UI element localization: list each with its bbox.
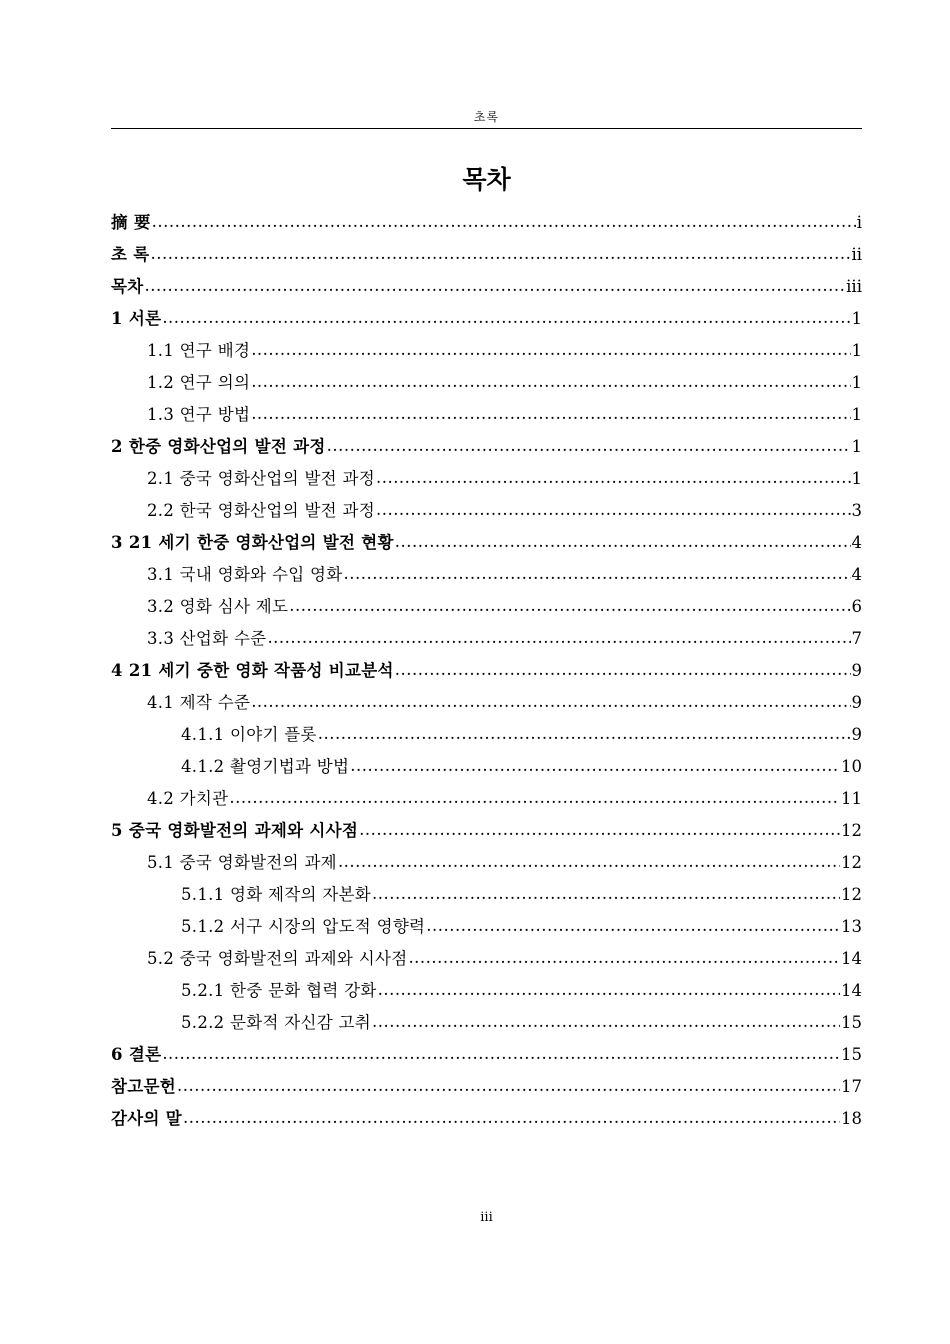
toc-entry-page: 1 [851, 405, 862, 424]
toc-entry-page: 14 [841, 949, 862, 968]
toc-entry[interactable] [111, 367, 862, 399]
toc-entry-page: 1 [851, 437, 862, 456]
dot-leader [144, 270, 845, 302]
dot-leader [289, 590, 850, 622]
dot-leader [350, 750, 840, 782]
dot-leader [251, 686, 850, 718]
dot-leader [426, 910, 840, 942]
toc-entry-label: 4.1.1 이야기 플롯 [181, 725, 317, 744]
toc-entry-label: 5.1.2 서구 시장의 압도적 영향력 [181, 917, 426, 936]
dot-leader [152, 206, 856, 238]
dot-leader [372, 1006, 840, 1038]
toc-entry-label: 2 한중 영화산업의 발전 과정 [111, 437, 326, 456]
toc-entry-label: 5.1 중국 영화발전의 과제 [147, 853, 337, 872]
toc-entry-label: 참고문헌 [111, 1077, 176, 1096]
toc-entry-label: 5.2.1 한중 문화 협력 강화 [181, 981, 377, 1000]
toc-entry-label: 5.2 중국 영화발전의 과제와 시사점 [147, 949, 408, 968]
toc-entry-page: 4 [851, 533, 862, 552]
dot-leader [338, 846, 840, 878]
toc-entry-page: 1 [851, 341, 862, 360]
dot-leader [408, 942, 840, 974]
toc-entry-page: 4 [851, 565, 862, 584]
toc-entry[interactable] [111, 687, 862, 719]
toc-entry[interactable] [111, 207, 862, 239]
dot-leader [395, 526, 851, 558]
running-header: 초록 [473, 110, 500, 124]
toc-entry[interactable] [111, 271, 862, 303]
dot-leader [327, 430, 851, 462]
toc-entry-label: 5.1.1 영화 제작의 자본화 [181, 885, 372, 904]
toc-entry[interactable] [111, 783, 862, 815]
toc-entry[interactable] [111, 239, 862, 271]
toc-entry-page: 1 [851, 373, 862, 392]
toc-entry-label: 1.1 연구 배경 [147, 341, 251, 360]
toc-entry[interactable] [111, 847, 862, 879]
page-number: iii [480, 1210, 493, 1225]
toc-entry-label: 3.1 국내 영화와 수입 영화 [147, 565, 343, 584]
toc-entry[interactable] [111, 399, 862, 431]
toc-entry-page: 7 [851, 629, 862, 648]
toc-entry-page: 9 [851, 661, 862, 680]
dot-leader [183, 1102, 840, 1134]
toc-entry[interactable] [111, 623, 862, 655]
dot-leader [162, 302, 850, 334]
toc-entry[interactable] [111, 1007, 862, 1039]
toc-entry[interactable] [111, 1039, 862, 1071]
table-of-contents [111, 207, 862, 1135]
toc-entry-page: 11 [841, 789, 862, 808]
toc-entry-page: 10 [841, 757, 862, 776]
toc-entry[interactable] [111, 751, 862, 783]
toc-entry-label: 2.2 한국 영화산업의 발전 과정 [147, 501, 375, 520]
dot-leader [251, 398, 850, 430]
toc-entry-page: 9 [851, 693, 862, 712]
toc-entry-page: 14 [841, 981, 862, 1000]
dot-leader [376, 494, 851, 526]
toc-entry-label: 초 록 [111, 245, 150, 264]
toc-entry[interactable] [111, 943, 862, 975]
toc-entry[interactable] [111, 719, 862, 751]
dot-leader [151, 238, 851, 270]
toc-entry-page: iii [846, 277, 862, 296]
toc-entry[interactable] [111, 1103, 862, 1135]
toc-entry-label: 1.3 연구 방법 [147, 405, 251, 424]
toc-entry-label: 4.1.2 촬영기법과 방법 [181, 757, 350, 776]
toc-entry-label: 목차 [111, 277, 144, 296]
dot-leader [376, 462, 851, 494]
toc-entry-label: 4.1 제작 수준 [147, 693, 251, 712]
toc-entry-label: 2.1 중국 영화산업의 발전 과정 [147, 469, 375, 488]
toc-entry-page: 6 [851, 597, 862, 616]
toc-entry[interactable] [111, 911, 862, 943]
toc-entry-page: 12 [841, 821, 862, 840]
toc-entry-page: 15 [841, 1013, 862, 1032]
toc-entry-label: 摘 要 [111, 213, 151, 232]
toc-entry[interactable] [111, 463, 862, 495]
dot-leader [343, 558, 850, 590]
toc-entry[interactable] [111, 431, 862, 463]
dot-leader [177, 1070, 840, 1102]
toc-entry[interactable] [111, 591, 862, 623]
toc-entry-label: 5.2.2 문화적 자신감 고취 [181, 1013, 372, 1032]
header-rule [111, 128, 862, 129]
toc-entry-label: 6 결론 [111, 1045, 162, 1064]
toc-entry-label: 4 21 세기 중한 영화 작품성 비교분석 [111, 661, 394, 680]
toc-entry-label: 1.2 연구 의의 [147, 373, 251, 392]
toc-entry[interactable] [111, 1071, 862, 1103]
toc-entry[interactable] [111, 495, 862, 527]
toc-entry[interactable] [111, 335, 862, 367]
toc-entry[interactable] [111, 815, 862, 847]
toc-entry-page: 1 [851, 469, 862, 488]
toc-entry-label: 4.2 가치관 [147, 789, 229, 808]
dot-leader [229, 782, 840, 814]
toc-entry-page: 13 [841, 917, 862, 936]
toc-entry-label: 5 중국 영화발전의 과제와 시사점 [111, 821, 359, 840]
toc-entry-page: ii [851, 245, 862, 264]
page-title: 목차 [462, 165, 511, 194]
dot-leader [267, 622, 850, 654]
toc-entry-label: 1 서론 [111, 309, 162, 328]
dot-leader [162, 1038, 840, 1070]
toc-entry-page: 15 [841, 1045, 862, 1064]
toc-entry-page: 1 [851, 309, 862, 328]
toc-entry[interactable] [111, 303, 862, 335]
toc-entry[interactable] [111, 975, 862, 1007]
toc-entry-label: 3.3 산업화 수준 [147, 629, 267, 648]
dot-leader [318, 718, 851, 750]
toc-entry-page: 18 [841, 1109, 862, 1128]
toc-entry-label: 3.2 영화 심사 제도 [147, 597, 289, 616]
toc-entry[interactable] [111, 527, 862, 559]
dot-leader [251, 334, 850, 366]
dot-leader [372, 878, 840, 910]
toc-entry-label: 감사의 말 [111, 1109, 183, 1128]
toc-entry-label: 3 21 세기 한중 영화산업의 발전 현황 [111, 533, 394, 552]
toc-entry[interactable] [111, 559, 862, 591]
dot-leader [378, 974, 840, 1006]
dot-leader [251, 366, 850, 398]
toc-entry-page: i [856, 213, 862, 232]
toc-entry[interactable] [111, 655, 862, 687]
toc-entry-page: 17 [841, 1077, 862, 1096]
dot-leader [395, 654, 851, 686]
toc-entry-page: 3 [851, 501, 862, 520]
toc-entry-page: 9 [851, 725, 862, 744]
toc-entry-page: 12 [841, 853, 862, 872]
dot-leader [359, 814, 840, 846]
toc-entry-page: 12 [841, 885, 862, 904]
toc-entry[interactable] [111, 879, 862, 911]
